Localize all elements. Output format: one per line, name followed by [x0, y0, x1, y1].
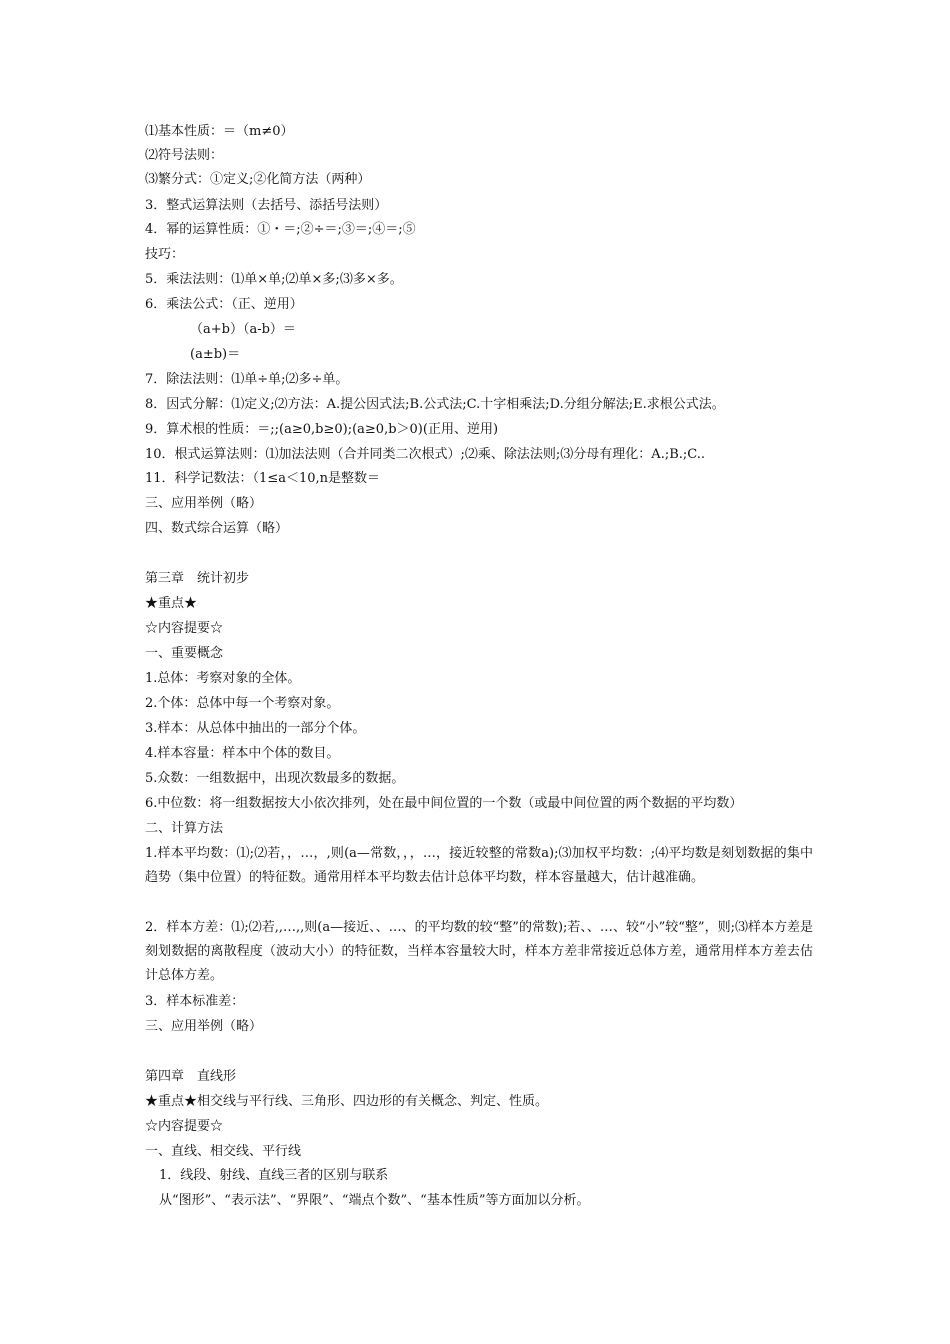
text-line: ⑵符号法则： [145, 148, 224, 163]
text-line: 一、直线、相交线、平行线 [145, 1144, 302, 1159]
text-line: 6．乘法公式：（正、逆用） [145, 297, 303, 312]
text-line: 3.样本：从总体中抽出的一部分个体。 [145, 721, 366, 736]
text-line: ⑴基本性质：＝（m≠0） [145, 124, 294, 139]
text-line: 11．科学记数法：（1≤a＜10,n是整数＝ [145, 471, 381, 486]
text-line: 9．算术根的性质：＝;;(a≥0,b≥0);(a≥0,b＞0)(正用、逆用) [145, 422, 499, 437]
text-line: 10．根式运算法则：⑴加法法则（合并同类二次根式）;⑵乘、除法法则;⑶分母有理化：A.;B.;C.. [145, 447, 706, 462]
text-line: 技巧： [145, 247, 185, 262]
text-line: 第四章 直线形 [145, 1069, 237, 1084]
text-line: （a+b）（a-b）＝ [190, 322, 296, 337]
text-line: 从“图形”、“表示法”、“界限”、“端点个数”、“基本性质”等方面加以分析。 [159, 1193, 590, 1208]
text-line: 一、重要概念 [145, 646, 224, 661]
text-line: ⑶繁分式：①定义;②化简方法（两种） [145, 172, 371, 187]
text-line: 3．样本标准差： [145, 994, 245, 1009]
text-line: 四、数式综合运算（略） [145, 521, 289, 536]
text-line: (a±b)＝ [190, 347, 241, 362]
text-line: 1.总体：考察对象的全体。 [145, 671, 301, 686]
text-line: 1.样本平均数：⑴;⑵若，，…，,则(a—常数，，，…，接近较整的常数a);⑶加权平均数：;⑷平均数是刻划数据的集中趋势（集中位置）的特征数。通常用样本平均数去估计总体平均数，样本容量越大，估计越准确。 [145, 846, 813, 885]
text-line: 4．幂的运算性质：①・＝;②÷＝;③＝;④＝;⑤ [145, 222, 416, 237]
text-line: 三、应用举例（略） [145, 1019, 263, 1034]
text-line: 2．样本方差：⑴;⑵若,,…,,则(a—接近、、…、的平均数的较“整”的常数);若、、…、较“小”较“整”，则;⑶样本方差是刻划数据的离散程度（波动大小）的特征数，当样本容量较大时，样本方差非常接近总体方差，通常用样本方差去估计总体方差。 [145, 920, 813, 983]
text-line: ☆内容提要☆ [145, 1119, 224, 1134]
text-line: ☆内容提要☆ [145, 621, 224, 636]
text-line: 2.个体：总体中每一个考察对象。 [145, 696, 340, 711]
text-line: 6.中位数：将一组数据按大小依次排列，处在最中间位置的一个数（或最中间位置的两个数据的平均数） [145, 796, 743, 811]
text-line: ★重点★相交线与平行线、三角形、四边形的有关概念、判定、性质。 [145, 1094, 549, 1109]
text-line: 第三章 统计初步 [145, 571, 250, 586]
text-line: 4.样本容量：样本中个体的数目。 [145, 746, 340, 761]
text-line: ★重点★ [145, 596, 198, 611]
text-line: 三、应用举例（略） [145, 496, 263, 511]
text-line: 3．整式运算法则（去括号、添括号法则） [145, 198, 388, 213]
text-line: 5.众数：一组数据中，出现次数最多的数据。 [145, 771, 405, 786]
text-line: 7．除法法则：⑴单÷单;⑵多÷单。 [145, 372, 349, 387]
text-line: 二、计算方法 [145, 821, 224, 836]
text-line: 8．因式分解：⑴定义;⑵方法：A.提公因式法;B.公式法;C.十字相乘法;D.分组分解法;E.求根公式法。 [145, 397, 725, 412]
text-line: 5．乘法法则：⑴单×单;⑵单×多;⑶多×多。 [145, 272, 403, 287]
text-line: 1．线段、射线、直线三者的区别与联系 [159, 1168, 389, 1183]
